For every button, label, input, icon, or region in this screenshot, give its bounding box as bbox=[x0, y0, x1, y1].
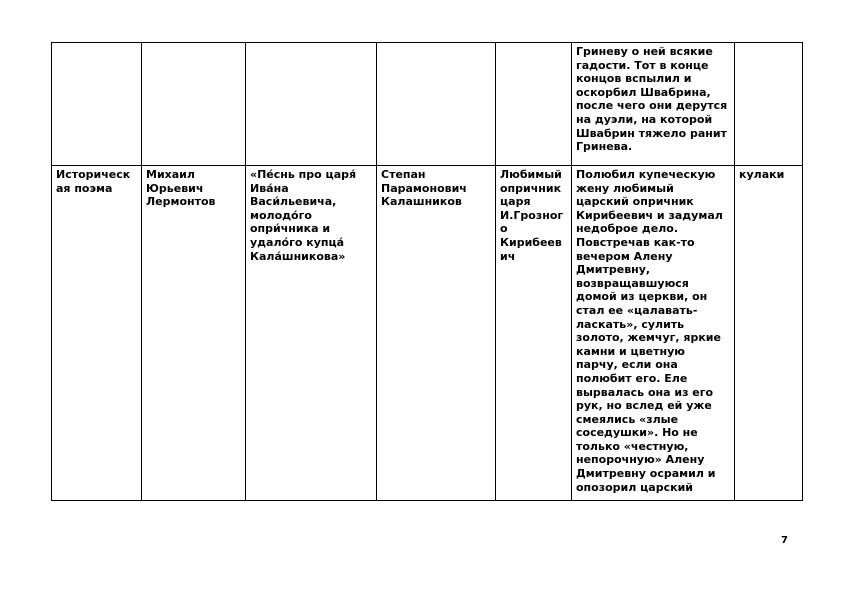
cell-text: Степан Парамонович Калашников bbox=[381, 168, 467, 209]
literature-table bbox=[51, 42, 803, 501]
cell-genre bbox=[52, 166, 142, 501]
cell-title bbox=[246, 43, 377, 166]
cell-author bbox=[142, 43, 246, 166]
cell-text: Михаил Юрьевич Лермонтов bbox=[146, 168, 216, 209]
page-number: 7 bbox=[781, 535, 788, 546]
cell-hero bbox=[377, 166, 496, 501]
table-row bbox=[52, 43, 803, 166]
cell-text: кулаки bbox=[739, 168, 785, 181]
cell-text: Полюбил купеческую жену любимый царский опричник Кирибеевич и задумал недоброе дело. Повстречав как-то вечером Алену Дмитревну, возвращавшуюся домой из церкви, он стал ее «цалавать-ласкать», сулить золото, жемчуг, яркие камни и цветную парчу, если она полюбит его. Еле вырвалась она из его рук, но вслед ей уже смеялись «злые соседушки». Но не только «честную, непорочную» Алену Дмитревну осрамил и опозорил царский bbox=[576, 168, 723, 494]
cell-weapon bbox=[735, 166, 803, 501]
cell-author bbox=[142, 166, 246, 501]
cell-text: Гриневу о ней всякие гадости. Тот в конце концов вспылил и оскорбил Швабрина, после чего они дерутся на дуэли, на которой Швабрин тяжело ранит Гринева. bbox=[576, 45, 728, 154]
cell-title bbox=[246, 166, 377, 501]
cell-plot bbox=[572, 166, 735, 501]
cell-text: «Пе́снь про царя́ Ива́на Васи́льевича, молодо́го опри́чника и удало́го купца́ Кала́шникова» bbox=[250, 168, 357, 263]
cell-weapon bbox=[735, 43, 803, 166]
table-row bbox=[52, 166, 803, 501]
cell-text: Любимый опричник царя И.Грозного Кирибеевич bbox=[500, 168, 564, 263]
cell-antagonist bbox=[496, 43, 572, 166]
cell-hero bbox=[377, 43, 496, 166]
cell-genre bbox=[52, 43, 142, 166]
cell-plot bbox=[572, 43, 735, 166]
cell-antagonist bbox=[496, 166, 572, 501]
cell-text: Историческая поэма bbox=[56, 168, 131, 195]
